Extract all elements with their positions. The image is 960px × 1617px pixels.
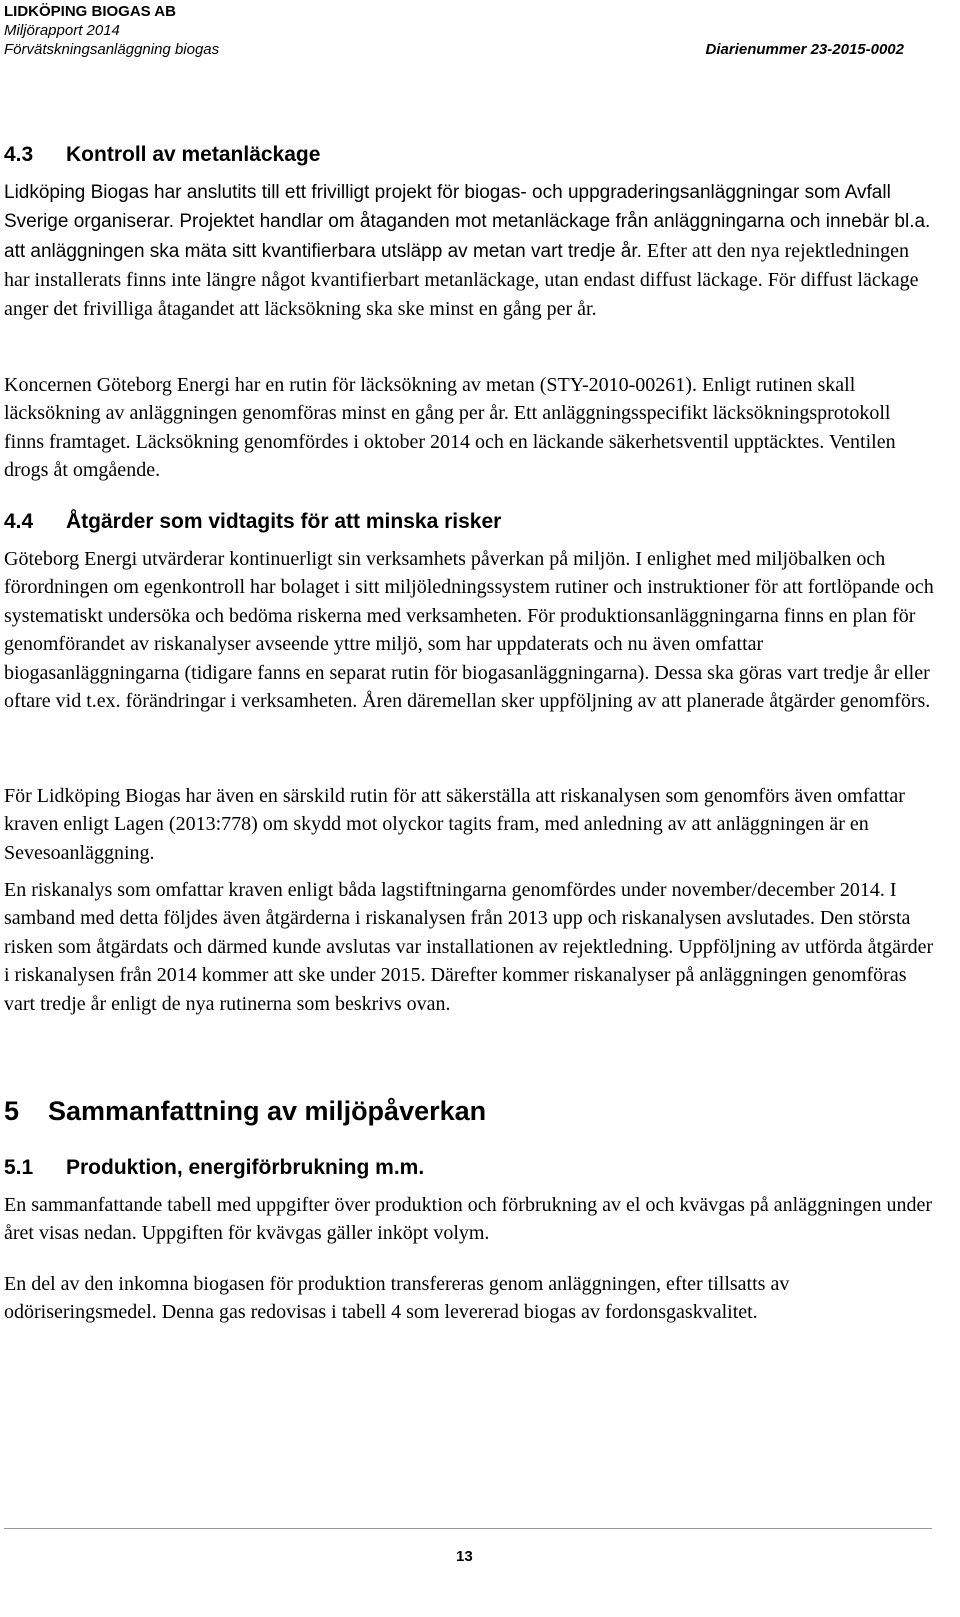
- header-facility: Förvätskningsanläggning biogas: [4, 41, 220, 58]
- paragraph-text-sans: Lidköping Biogas har anslutits till ett frivilligt projekt för biogas- och uppgraderingsanläggningar som Avfall Sverige organiserar. Projektet handlar om åtaganden mot metanläckage från anläggningarna och innebär bl.a. att anläggningen ska mäta sitt kvantifierbara utsläpp av metan vart tredje år.: [4, 182, 931, 262]
- header-report: Miljörapport 2014: [4, 22, 120, 39]
- heading-5: [4, 1096, 486, 1127]
- heading-5-1: [4, 1156, 424, 1180]
- heading-title: Kontroll av metanläckage: [66, 143, 321, 166]
- heading-title: Sammanfattning av miljöpåverkan: [48, 1096, 487, 1126]
- header-row: [4, 40, 904, 59]
- header-registration: Diarienummer 23-2015-0002: [705, 41, 904, 58]
- paragraph-4-4-3: En riskanalys som omfattar kraven enligt båda lagstiftningarna genomfördes under november/december 2014. I samband med detta följdes även åtgärderna i riskanalysen från 2013 upp och riskanalysen avslutades. Den största risken som åtgärdats och därmed kunde avslutas var installationen av rejektledning. Uppföljning av utförda åtgärder i riskanalysen från 2014 kommer att ske under 2015. Därefter kommer riskanalyser på anläggningen genomföras vart tredje år enligt de nya rutinerna som beskrivs ovan.: [4, 879, 934, 1015]
- heading-4-3: [4, 143, 320, 167]
- heading-number: 5.1: [4, 1156, 34, 1179]
- paragraph-5-1-2: En del av den inkomna biogasen för produktion transfereras genom anläggningen, efter tillsatts av odöriseringsmedel. Denna gas redovisas i tabell 4 som levererad biogas av fordonsgaskvalitet.: [4, 1273, 790, 1324]
- heading-number: 5: [4, 1096, 20, 1126]
- footer-divider: [4, 1528, 932, 1529]
- paragraph-5-1-1: En sammanfattande tabell med uppgifter över produktion och förbrukning av el och kvävgas på anläggningen under året visas nedan. Uppgiften för kvävgas gäller inköpt volym.: [4, 1194, 933, 1245]
- paragraph-text-serif: Efter att den nya rejektledningen har installerats finns inte längre något kvantifierbart metanläckage, utan endast diffust läckage. För diffust läckage anger det frivilliga åtagandet att läcksökning ska ske minst en gång per år.: [4, 239, 919, 320]
- paragraph-4-3-2: Koncernen Göteborg Energi har en rutin för läcksökning av metan (STY-2010-00261). Enligt rutinen skall läcksökning av anläggningen genomföras minst en gång per år. Ett anläggningsspecifikt läcksökningsprotokoll finns framtaget. Läcksökning genomfördes i oktober 2014 och en läckande säkerhetsventil upptäcktes. Ventilen drogs åt omgående.: [4, 374, 896, 482]
- page-number: 13: [456, 1548, 473, 1565]
- heading-4-4: [4, 510, 501, 534]
- heading-number: 4.3: [4, 143, 34, 166]
- heading-title: Åtgärder som vidtagits för att minska risker: [66, 510, 502, 533]
- heading-number: 4.4: [4, 510, 34, 533]
- paragraph-4-4-2: För Lidköping Biogas har även en särskild rutin för att säkerställa att riskanalysen som genomförs även omfattar kraven enligt Lagen (2013:778) om skydd mot olyckor tagits fram, med anledning av att anläggningen är en Sevesoanläggning.: [4, 785, 905, 864]
- header-company: LIDKÖPING BIOGAS AB: [4, 3, 176, 20]
- heading-title: Produktion, energiförbrukning m.m.: [66, 1156, 425, 1179]
- paragraph-4-4-1: Göteborg Energi utvärderar kontinuerligt sin verksamhets påverkan på miljön. I enlighet med miljöbalken och förordningen om egenkontroll har bolaget i sitt miljöledningssystem rutiner och instruktioner för att fortlöpande och systematiskt undersöka och bedöma riskerna med verksamheten. För produktionsanläggningarna finns en plan för genomförandet av riskanalyser avseende yttre miljö, som har uppdaterats och nu även omfattar biogasanläggningarna (tidigare fanns en separat rutin för biogasanläggningarna). Dessa ska göras vart tredje år eller oftare vid t.ex. förändringar i verksamheten. Åren däremellan sker uppföljning av att planerade åtgärder genomförs.: [4, 548, 934, 713]
- paragraph-4-3-1: [4, 178, 934, 323]
- page-header: [4, 2, 904, 59]
